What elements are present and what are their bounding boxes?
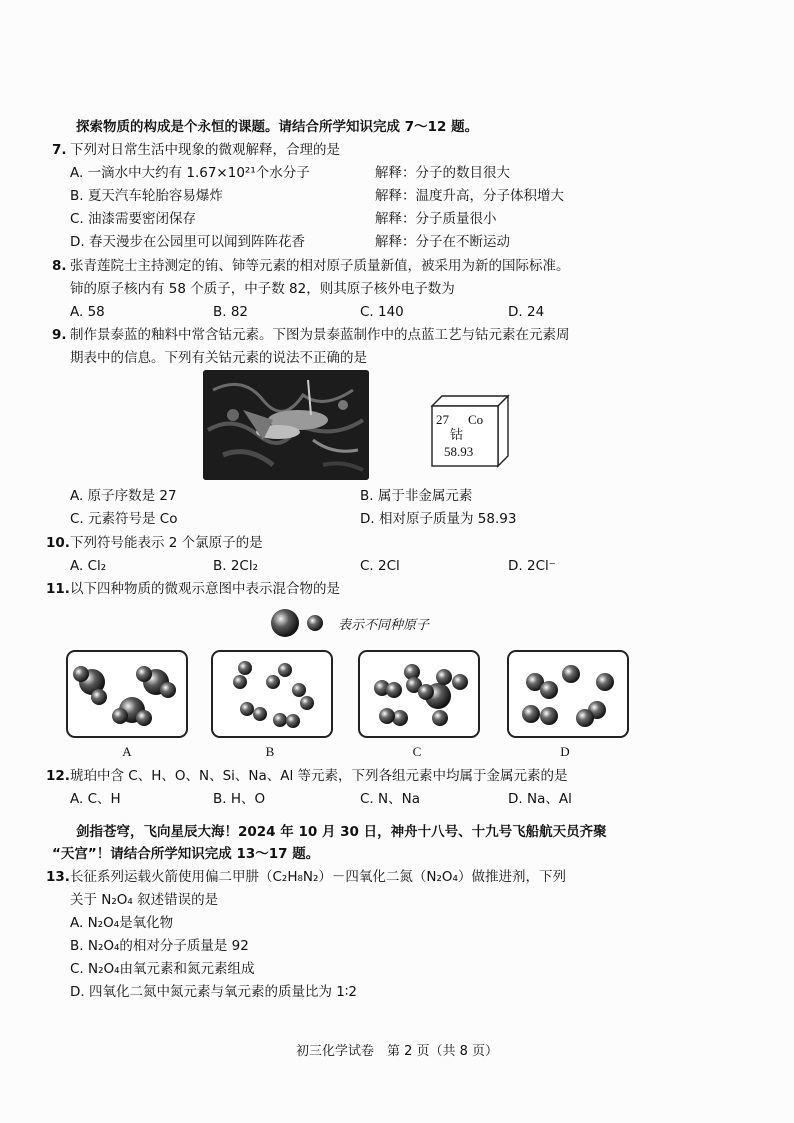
diagram-box-a bbox=[66, 650, 188, 738]
option-c: C. 油漆需要密闭保存 bbox=[70, 211, 197, 227]
option-c: C. 2Cl bbox=[360, 558, 400, 574]
question-stem: 琥珀中含 C、H、O、N、Si、Na、Al 等元素，下列各组元素中均属于金属元素的是 bbox=[70, 768, 568, 784]
diagram-label-a: A bbox=[122, 744, 132, 759]
legend-atoms bbox=[268, 607, 328, 639]
question-stem: 以下四种物质的微观示意图中表示混合物的是 bbox=[70, 581, 340, 597]
legend-label: 表示不同种原子 bbox=[338, 618, 430, 633]
question-number: 11. bbox=[46, 581, 70, 597]
option-d: D. 2Cl⁻ bbox=[508, 558, 556, 574]
option-d: D. Na、Al bbox=[508, 791, 572, 807]
option-d: D. 四氧化二氮中氮元素与氧元素的质量比为 1∶2 bbox=[70, 984, 357, 1000]
option-b: B. 2Cl₂ bbox=[213, 558, 259, 574]
option-d: D. 相对原子质量为 58.93 bbox=[360, 511, 517, 527]
cloisonne-photo bbox=[203, 370, 369, 480]
question-number: 13. bbox=[46, 869, 70, 885]
question-number: 8. bbox=[52, 258, 67, 274]
option-d: D. 春天漫步在公园里可以闻到阵阵花香 bbox=[70, 234, 305, 250]
question-number: 12. bbox=[46, 768, 70, 784]
question-stem-cont: 期表中的信息。下列有关钴元素的说法不正确的是 bbox=[70, 350, 367, 366]
diagram-box-d bbox=[507, 650, 629, 738]
section-intro-cont: “天宫”！请结合所学知识完成 13～17 题。 bbox=[52, 846, 320, 862]
question-stem: 制作景泰蓝的釉料中常含钴元素。下图为景泰蓝制作中的点蓝工艺与钴元素在元素周 bbox=[70, 327, 570, 343]
option-b: B. 属于非金属元素 bbox=[360, 488, 473, 504]
question-number: 7. bbox=[52, 142, 67, 158]
diagram-label-b: B bbox=[265, 744, 275, 759]
question-stem: 张青莲院士主持测定的铕、铈等元素的相对原子质量新值，被采用为新的国际标准。 bbox=[70, 258, 570, 274]
question-stem-cont: 铈的原子核内有 58 个质子，中子数 82，则其原子核外电子数为 bbox=[70, 281, 455, 297]
diagram-box-c bbox=[358, 650, 480, 738]
large-atom bbox=[271, 609, 299, 637]
question-number: 10. bbox=[46, 535, 70, 551]
explanation-b: 解释：温度升高，分子体积增大 bbox=[375, 188, 564, 204]
option-c: C. 元素符号是 Co bbox=[70, 511, 178, 527]
question-stem: 下列符号能表示 2 个氯原子的是 bbox=[70, 535, 263, 551]
option-b: B. N₂O₄的相对分子质量是 92 bbox=[70, 938, 249, 954]
element-name: 钴 bbox=[450, 427, 464, 442]
option-a: A. C、H bbox=[70, 791, 121, 807]
option-b: B. 夏天汽车轮胎容易爆炸 bbox=[70, 188, 223, 204]
option-d: D. 24 bbox=[508, 304, 545, 320]
option-b: B. H、O bbox=[213, 791, 266, 807]
atomic-mass: 58.93 bbox=[444, 444, 474, 459]
question-stem: 长征系列运载火箭使用偏二甲肼（C₂H₈N₂）－四氧化二氮（N₂O₄）做推进剂，下列 bbox=[70, 869, 566, 885]
option-c: C. 140 bbox=[360, 304, 404, 320]
option-a: A. 58 bbox=[70, 304, 105, 320]
section-intro: 探索物质的构成是个永恒的课题。请结合所学知识完成 7～12 题。 bbox=[76, 119, 479, 135]
section-intro: 剑指苍穹，飞向星辰大海！2024 年 10 月 30 日，神舟十八号、十九号飞船航天员齐聚 bbox=[76, 824, 607, 840]
atomic-number: 27 bbox=[436, 412, 449, 427]
periodic-cell bbox=[428, 394, 512, 470]
diagram-box-b bbox=[211, 650, 333, 738]
option-b: B. 82 bbox=[213, 304, 249, 320]
explanation-c: 解释：分子质量很小 bbox=[375, 211, 497, 227]
element-symbol: Co bbox=[468, 412, 484, 427]
question-number: 9. bbox=[52, 327, 67, 343]
explanation-a: 解释：分子的数目很大 bbox=[375, 165, 510, 181]
option-a: A. Cl₂ bbox=[70, 558, 107, 574]
question-stem: 下列对日常生活中现象的微观解释，合理的是 bbox=[70, 142, 340, 158]
question-stem-cont: 关于 N₂O₄ 叙述错误的是 bbox=[70, 892, 219, 908]
option-c: C. N、Na bbox=[360, 791, 420, 807]
explanation-d: 解释：分子在不断运动 bbox=[375, 234, 510, 250]
option-a: A. 一滴水中大约有 1.67×10²¹个水分子 bbox=[70, 165, 310, 181]
option-c: C. N₂O₄由氧元素和氮元素组成 bbox=[70, 961, 255, 977]
diagram-label-d: D bbox=[560, 744, 570, 759]
diagram-label-c: C bbox=[412, 744, 422, 759]
option-a: A. 原子序数是 27 bbox=[70, 488, 177, 504]
option-a: A. N₂O₄是氧化物 bbox=[70, 915, 174, 931]
page-footer: 初三化学试卷 第 2 页（共 8 页） bbox=[295, 1044, 499, 1059]
small-atom bbox=[307, 615, 323, 631]
